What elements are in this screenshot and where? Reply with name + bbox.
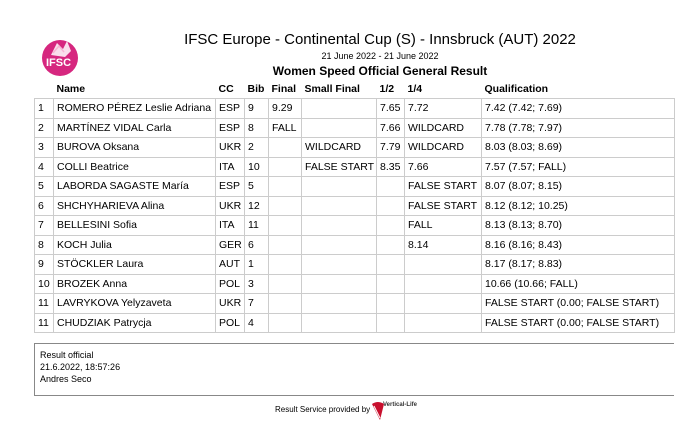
table-row: [35, 157, 675, 177]
table-cell: POL: [216, 274, 245, 294]
official-timestamp: 21.6.2022, 18:57:26: [40, 362, 121, 372]
table-cell: 7.78 (7.78; 7.97): [482, 118, 675, 138]
table-cell: 7: [245, 294, 269, 314]
event-title: IFSC Europe - Continental Cup (S) - Innsbruck (AUT) 2022: [184, 31, 576, 48]
table-cell: KOCH Julia: [54, 235, 216, 255]
table-row: [35, 255, 675, 275]
table-cell: 3: [245, 274, 269, 294]
table-cell: [302, 255, 377, 275]
table-row: [35, 99, 675, 119]
column-header: 1/2: [379, 83, 395, 95]
table-cell: 8.17 (8.17; 8.83): [482, 255, 675, 275]
table-cell: FALSE START (0.00; FALSE START): [482, 294, 675, 314]
column-header: Final: [271, 83, 297, 95]
column-header: Bib: [247, 83, 265, 95]
table-cell: [377, 235, 405, 255]
table-cell: 2: [245, 138, 269, 158]
column-header: CC: [218, 83, 234, 95]
table-cell: 6: [35, 196, 54, 216]
table-cell: [269, 313, 302, 333]
table-cell: 11: [245, 216, 269, 236]
table-cell: ITA: [216, 157, 245, 177]
table-cell: 1: [245, 255, 269, 275]
table-cell: 7.65: [377, 99, 405, 119]
table-cell: [269, 177, 302, 197]
table-cell: [269, 216, 302, 236]
table-cell: WILDCARD: [302, 138, 377, 158]
table-cell: 10: [35, 274, 54, 294]
event-dates: 21 June 2022 - 21 June 2022: [321, 51, 439, 61]
table-row: [35, 294, 675, 314]
column-header: 1/4: [407, 83, 423, 95]
table-cell: ITA: [216, 216, 245, 236]
vendor-name: Vertical-Life: [383, 402, 418, 408]
table-cell: COLLI Beatrice: [54, 157, 216, 177]
table-cell: 9.29: [269, 99, 302, 119]
table-cell: [269, 294, 302, 314]
table-cell: 2: [35, 118, 54, 138]
column-header: Small Final: [304, 83, 360, 95]
table-cell: 5: [245, 177, 269, 197]
result-subtitle: Women Speed Official General Result: [272, 64, 488, 78]
table-cell: [377, 216, 405, 236]
table-cell: FALSE START: [302, 157, 377, 177]
table-cell: BUROVA Oksana: [54, 138, 216, 158]
table-cell: BROZEK Anna: [54, 274, 216, 294]
table-cell: [302, 294, 377, 314]
table-cell: 8: [245, 118, 269, 138]
table-cell: [377, 255, 405, 275]
table-cell: 12: [245, 196, 269, 216]
table-cell: [269, 274, 302, 294]
table-cell: FALSE START: [405, 177, 482, 197]
table-cell: UKR: [216, 196, 245, 216]
table-cell: 8.13 (8.13; 8.70): [482, 216, 675, 236]
table-cell: [302, 216, 377, 236]
official-status: Result official: [40, 350, 94, 360]
table-cell: 10.66 (10.66; FALL): [482, 274, 675, 294]
table-cell: [405, 294, 482, 314]
table-cell: FALSE START (0.00; FALSE START): [482, 313, 675, 333]
logo-text: IFSC: [46, 57, 72, 69]
table-cell: 9: [245, 99, 269, 119]
table-row: [35, 196, 675, 216]
table-cell: [302, 313, 377, 333]
table-cell: LABORDA SAGASTE María: [54, 177, 216, 197]
table-row: [35, 216, 675, 236]
table-cell: ESP: [216, 177, 245, 197]
table-cell: [269, 138, 302, 158]
table-cell: [377, 313, 405, 333]
table-cell: GER: [216, 235, 245, 255]
table-cell: 10: [245, 157, 269, 177]
table-cell: [269, 255, 302, 275]
table-cell: [269, 196, 302, 216]
table-cell: [302, 235, 377, 255]
table-cell: ROMERO PÉREZ Leslie Adriana: [54, 99, 216, 119]
table-cell: 8.07 (8.07; 8.15): [482, 177, 675, 197]
table-cell: 7.79: [377, 138, 405, 158]
table-cell: [405, 274, 482, 294]
table-cell: 7.66: [405, 157, 482, 177]
official-name: Andres Seco: [40, 374, 92, 384]
official-box: [34, 343, 674, 396]
table-cell: 8.35: [377, 157, 405, 177]
table-cell: LAVRYKOVA Yelyzaveta: [54, 294, 216, 314]
table-cell: 1: [35, 99, 54, 119]
table-cell: 5: [35, 177, 54, 197]
table-cell: 7.66: [377, 118, 405, 138]
table-cell: UKR: [216, 294, 245, 314]
table-cell: 11: [35, 313, 54, 333]
table-cell: 8.14: [405, 235, 482, 255]
table-cell: [377, 196, 405, 216]
table-cell: FALL: [405, 216, 482, 236]
table-row: [35, 274, 675, 294]
table-header-row: [35, 80, 675, 99]
table-cell: [302, 118, 377, 138]
table-cell: WILDCARD: [405, 118, 482, 138]
table-cell: [302, 274, 377, 294]
table-cell: FALL: [269, 118, 302, 138]
table-cell: 4: [35, 157, 54, 177]
table-cell: 8.16 (8.16; 8.43): [482, 235, 675, 255]
column-header: [35, 80, 54, 99]
table-cell: 11: [35, 294, 54, 314]
table-cell: POL: [216, 313, 245, 333]
table-cell: [269, 157, 302, 177]
table-cell: [377, 177, 405, 197]
table-cell: SHCHYHARIEVA Alina: [54, 196, 216, 216]
table-row: [35, 118, 675, 138]
table-cell: [405, 313, 482, 333]
table-row: [35, 235, 675, 255]
table-cell: UKR: [216, 138, 245, 158]
table-cell: BELLESINI Sofia: [54, 216, 216, 236]
table-cell: 9: [35, 255, 54, 275]
result-service-text: Result Service provided by: [275, 405, 371, 414]
table-row: [35, 177, 675, 197]
table-body: [35, 99, 675, 333]
table-cell: AUT: [216, 255, 245, 275]
table-cell: 8: [35, 235, 54, 255]
table-cell: 8.12 (8.12; 10.25): [482, 196, 675, 216]
table-cell: ESP: [216, 118, 245, 138]
table-cell: ESP: [216, 99, 245, 119]
table-cell: [377, 294, 405, 314]
column-header: Name: [56, 83, 86, 95]
table-row: [35, 313, 675, 333]
table-cell: [377, 274, 405, 294]
table-cell: [405, 255, 482, 275]
table-cell: 7.42 (7.42; 7.69): [482, 99, 675, 119]
table-cell: STÖCKLER Laura: [54, 255, 216, 275]
table-cell: FALSE START: [405, 196, 482, 216]
table-cell: 7.57 (7.57; FALL): [482, 157, 675, 177]
table-cell: 7.72: [405, 99, 482, 119]
column-header: Qualification: [484, 83, 549, 95]
table-cell: 4: [245, 313, 269, 333]
table-cell: [302, 177, 377, 197]
table-cell: 8.03 (8.03; 8.69): [482, 138, 675, 158]
table-row: [35, 138, 675, 158]
table-cell: 7: [35, 216, 54, 236]
table-cell: [269, 235, 302, 255]
table-cell: WILDCARD: [405, 138, 482, 158]
table-cell: 6: [245, 235, 269, 255]
table-cell: CHUDZIAK Patrycja: [54, 313, 216, 333]
table-cell: 3: [35, 138, 54, 158]
result-table: [34, 80, 675, 333]
table-cell: [302, 196, 377, 216]
table-cell: [302, 99, 377, 119]
table-cell: MARTÍNEZ VIDAL Carla: [54, 118, 216, 138]
